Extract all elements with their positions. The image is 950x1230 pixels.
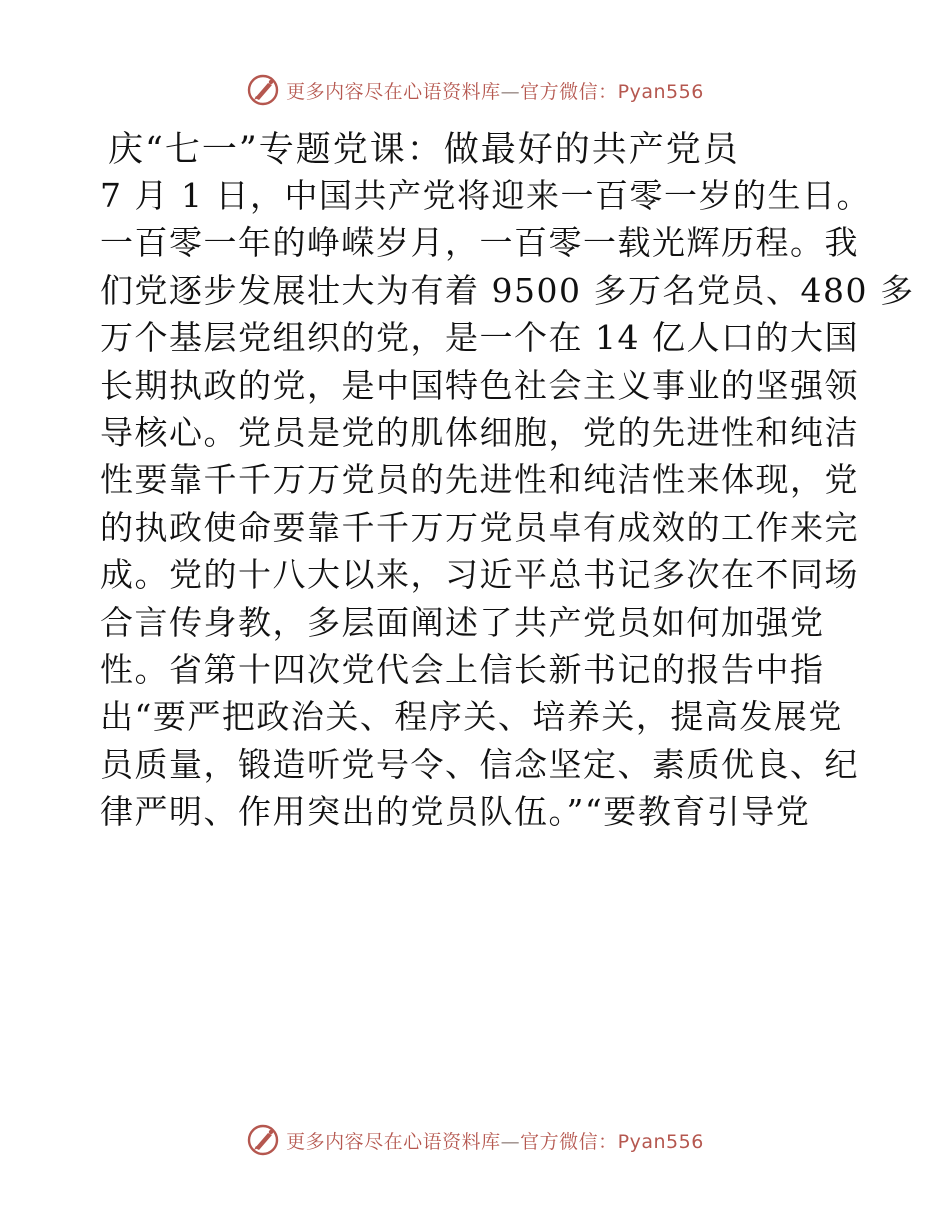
body-line: 性。省第十四次党代会上信长新书记的报告中指	[100, 650, 825, 690]
body-line: 们党逐步发展壮大为有着 9500 多万名党员、480 多	[100, 270, 915, 310]
quill-logo-icon	[246, 73, 280, 107]
document-body	[100, 172, 915, 836]
body-line: 一百零一年的峥嵘岁月，一百零一载光辉历程。我	[100, 223, 859, 263]
body-line: 律严明、作用突出的党员队伍。”“要教育引导党	[100, 792, 811, 832]
watermark-group	[246, 1123, 704, 1157]
body-line: 员质量，锻造听党号令、信念坚定、素质优良、纪	[100, 744, 859, 784]
watermark-wechat: 官方微信：Pyan556	[520, 80, 704, 103]
body-line: 万个基层党组织的党，是一个在 14 亿人口的大国	[100, 318, 859, 358]
watermark-text	[286, 77, 704, 104]
watermark-text	[286, 1127, 704, 1154]
body-line: 出“要严把政治关、程序关、培养关，提高发展党	[100, 697, 843, 737]
body-line: 的执政使命要靠千千万万党员卓有成效的工作来完	[100, 507, 859, 547]
body-line: 合言传身教，多层面阐述了共产党员如何加强党	[100, 602, 825, 642]
body-line: 性要靠千千万万党员的先进性和纯洁性来体现，党	[100, 460, 859, 500]
body-line: 7 月 1 日，中国共产党将迎来一百零一岁的生日。	[100, 176, 871, 215]
document-title: 庆“七一”专题党课：做最好的共产党员	[108, 130, 740, 170]
body-line: 成。党的十八大以来，习近平总书记多次在不同场	[100, 555, 859, 595]
body-line: 导核心。党员是党的肌体细胞，党的先进性和纯洁	[100, 413, 859, 453]
watermark-separator: —	[500, 1130, 521, 1153]
footer-watermark	[0, 1120, 950, 1160]
watermark-main: 更多内容尽在心语资料库	[286, 80, 501, 103]
watermark-main: 更多内容尽在心语资料库	[286, 1130, 501, 1153]
header-watermark	[0, 70, 950, 110]
watermark-wechat: 官方微信：Pyan556	[520, 1130, 704, 1153]
quill-logo-icon	[246, 1123, 280, 1157]
watermark-group	[246, 73, 704, 107]
watermark-separator: —	[500, 80, 521, 103]
body-line: 长期执政的党，是中国特色社会主义事业的坚强领	[100, 365, 859, 405]
